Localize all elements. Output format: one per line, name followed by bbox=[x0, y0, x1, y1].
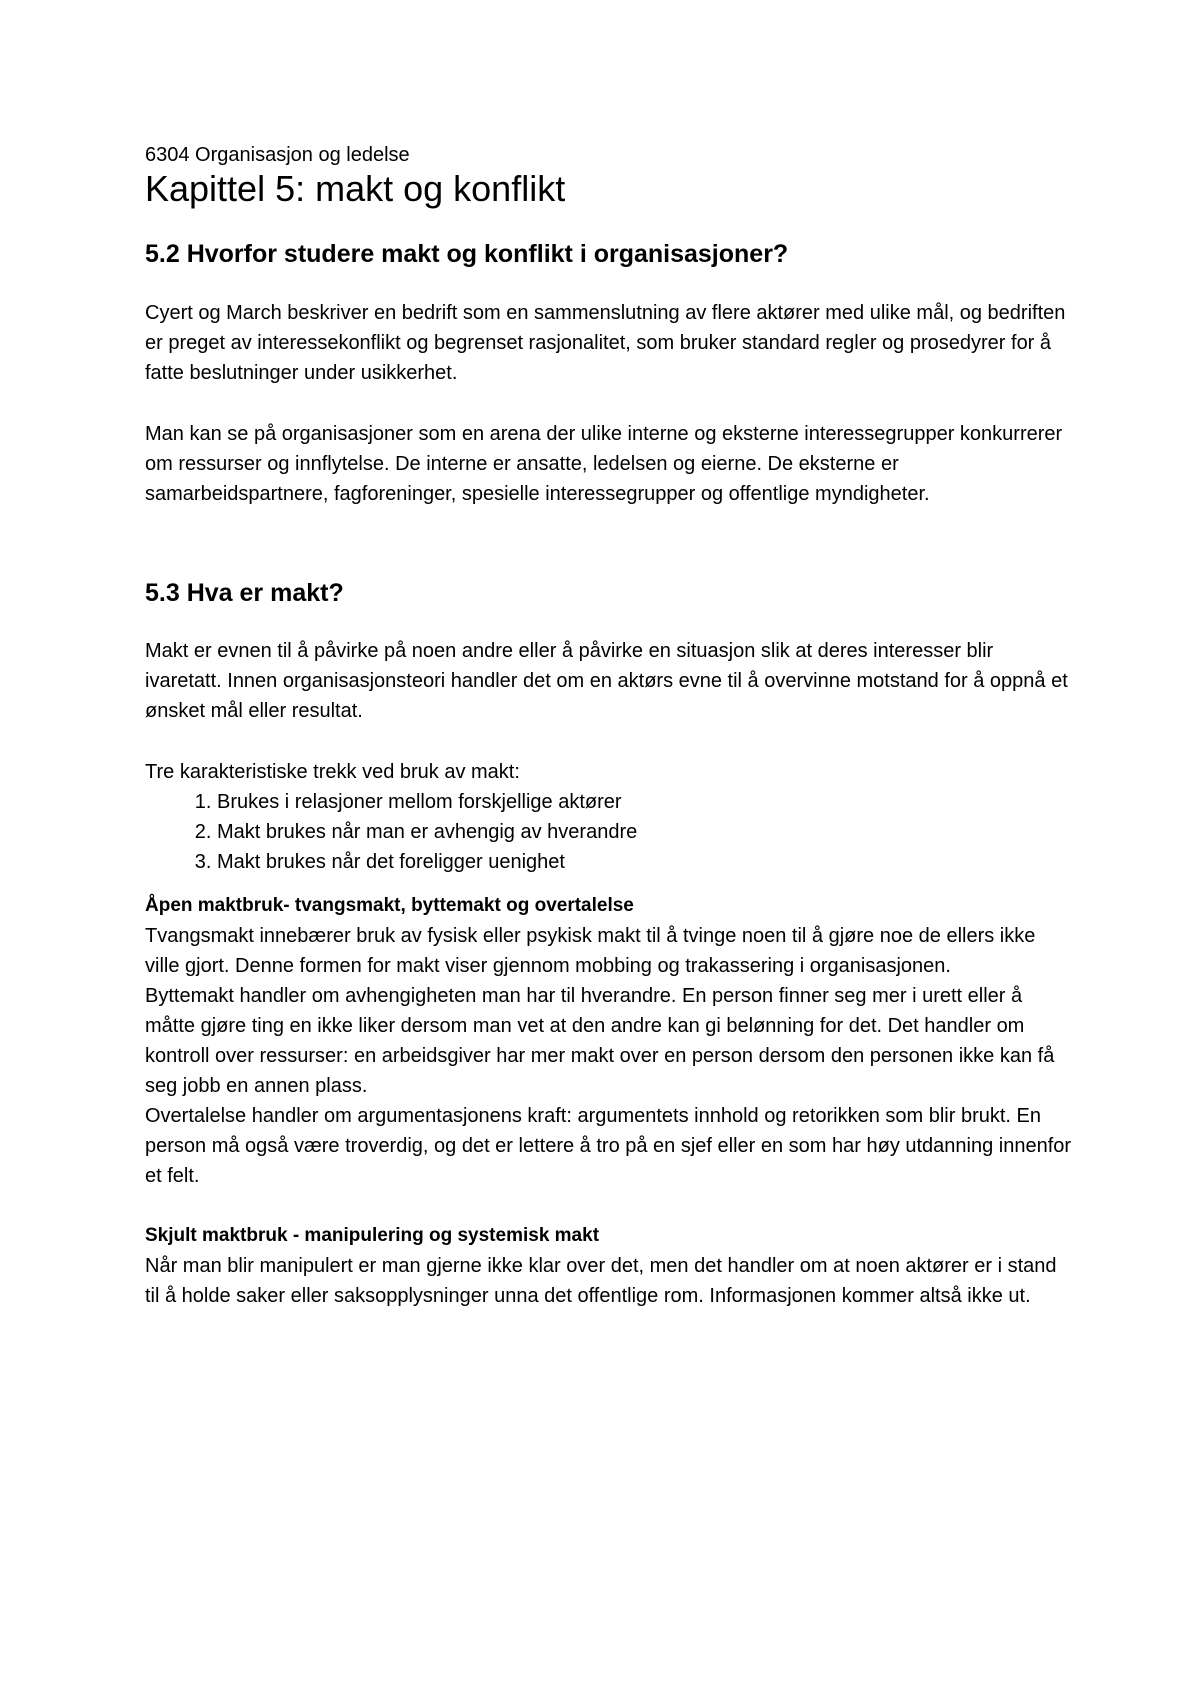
paragraph-byttemakt: Byttemakt handler om avhengigheten man har til hverandre. En person finner seg mer i urett eller å måtte gjøre ting en ikke liker dersom man vet at den andre kan gi belønning for det. Det handler om kontroll over ressurser: en arbeidsgiver har mer makt over en person dersom den personen ikke kan få seg jobb en annen plass. bbox=[145, 985, 1055, 1097]
paragraph-makt-definition: Makt er evnen til å påvirke på noen andre eller å påvirke en situasjon slik at deres interesser blir ivaretatt. Innen organisasjonsteori handler det om en aktørs evne til å overvinne motstand for å oppnå et ønsket mål eller resultat. bbox=[145, 640, 1068, 722]
paragraph-arena: Man kan se på organisasjoner som en arena der ulike interne og eksterne interessegrupper konkurrerer om ressurser og innflytelse. De interne er ansatte, ledelsen og eierne. De eksterne er samarbeidspartnere, fagforeninger, spesielle interessegrupper og offentlige myndigheter. bbox=[145, 423, 1063, 505]
section-heading-5-2: 5.2 Hvorfor studere makt og konflikt i organisasjoner? bbox=[145, 240, 789, 268]
list-intro: Tre karakteristiske trekk ved bruk av makt: bbox=[145, 761, 520, 783]
paragraph-tvangsmakt: Tvangsmakt innebærer bruk av fysisk eller psykisk makt til å tvinge noen til å gjøre noe de ellers ikke ville gjort. Denne formen for makt viser gjennom mobbing og trakassering i organisasjonen. bbox=[145, 925, 1036, 977]
document-title: Kapittel 5: makt og konflikt bbox=[145, 168, 566, 209]
list-item: 3. Makt brukes når det foreligger uenighet bbox=[217, 847, 1075, 877]
document-page bbox=[145, 143, 1075, 1311]
list-item: 2. Makt brukes når man er avhengig av hverandre bbox=[217, 817, 1075, 847]
paragraph-manipulering: Når man blir manipulert er man gjerne ikke klar over det, men det handler om at noen aktører er i stand til å holde saker eller saksopplysninger unna det offentlige rom. Informasjonen kommer altså ikke ut. bbox=[145, 1255, 1057, 1307]
subheading-open-power: Åpen maktbruk- tvangsmakt, byttemakt og overtalelse bbox=[145, 895, 634, 916]
list-item: 1. Brukes i relasjoner mellom forskjellige aktører bbox=[217, 787, 1075, 817]
section-heading-5-3: 5.3 Hva er makt? bbox=[145, 579, 344, 607]
paragraph-overtalelse: Overtalelse handler om argumentasjonens kraft: argumentets innhold og retorikken som blir brukt. En person må også være troverdig, og det er lettere å tro på en sjef eller en som har høy utdanning innenfor et felt. bbox=[145, 1105, 1072, 1187]
course-title: 6304 Organisasjon og ledelse bbox=[145, 144, 410, 166]
paragraph-cyert-march: Cyert og March beskriver en bedrift som en sammenslutning av flere aktører med ulike mål, og bedriften er preget av interessekonflikt og begrenset rasjonalitet, som bruker standard regler og prosedyrer for å fatte beslutninger under usikkerhet. bbox=[145, 302, 1066, 384]
characteristics-list bbox=[145, 787, 1075, 877]
subheading-hidden-power: Skjult maktbruk - manipulering og systemisk makt bbox=[145, 1225, 600, 1246]
